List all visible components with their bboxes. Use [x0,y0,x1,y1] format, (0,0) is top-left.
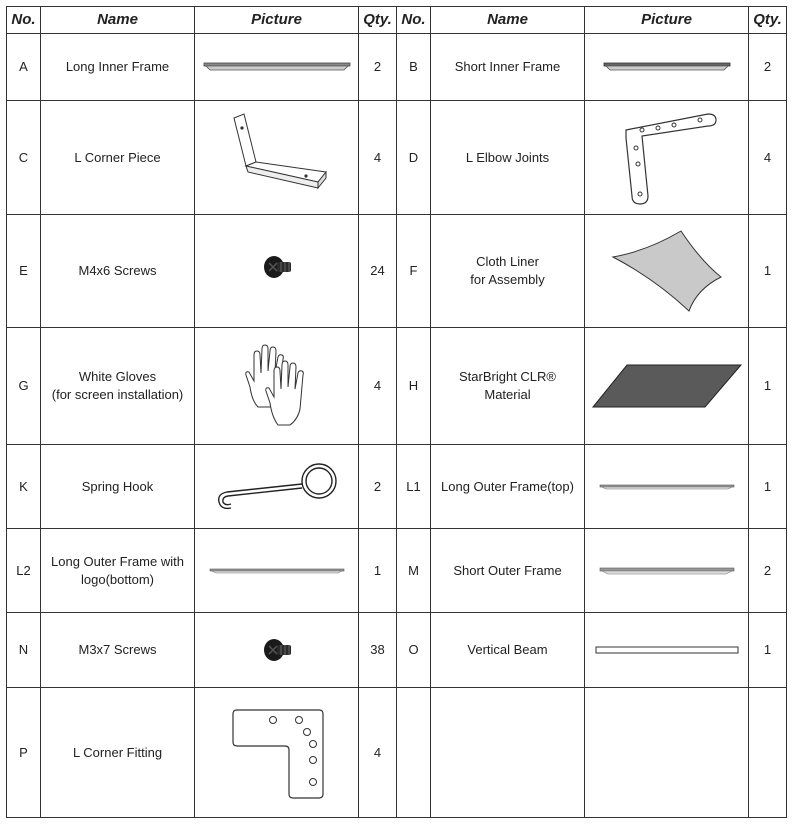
part-name [431,328,585,445]
part-name: Long Outer Frame(top) [431,445,585,529]
part-qty: 2 [359,34,397,101]
part-picture [195,215,359,328]
part-no: B [397,34,431,101]
short-inner-frame-icon [602,61,732,73]
part-picture [585,101,749,215]
part-no: K [7,445,41,529]
part-qty: 2 [359,445,397,529]
part-no: N [7,613,41,688]
part-qty: 2 [749,529,787,613]
part-picture [195,445,359,529]
table-row [7,529,787,613]
part-picture [195,328,359,445]
header-picture: Picture [585,7,749,34]
part-picture [585,34,749,101]
part-name: Vertical Beam [431,613,585,688]
part-name: L Elbow Joints [431,101,585,215]
part-picture [195,613,359,688]
part-qty: 1 [749,613,787,688]
part-no: E [7,215,41,328]
part-name: L Corner Piece [41,101,195,215]
screw-icon [257,630,297,670]
header-name: Name [431,7,585,34]
long-outer-frame-icon [598,483,736,491]
part-qty: 1 [749,328,787,445]
long-inner-frame-icon [202,61,352,73]
part-name-line1: Cloth Liner [476,254,539,269]
part-no: O [397,613,431,688]
table-row [7,688,787,818]
header-name: Name [41,7,195,34]
part-no: G [7,328,41,445]
table-row [7,34,787,101]
long-outer-frame-logo-icon [208,567,346,575]
part-name: M3x7 Screws [41,613,195,688]
part-no: P [7,688,41,818]
header-qty: Qty. [359,7,397,34]
table-row [7,328,787,445]
part-picture [195,529,359,613]
l-elbow-joint-icon [612,108,722,208]
gloves-icon [242,341,312,431]
part-no: M [397,529,431,613]
part-picture [585,529,749,613]
part-name [431,215,585,328]
l-corner-piece-icon [222,110,332,206]
part-name: L Corner Fitting [41,688,195,818]
table-row [7,215,787,328]
part-no: H [397,328,431,445]
part-picture [585,215,749,328]
part-name [41,529,195,613]
cloth-liner-icon [607,229,727,313]
short-outer-frame-icon [598,566,736,576]
part-qty: 38 [359,613,397,688]
part-qty: 4 [359,688,397,818]
part-name-line2: Material [484,387,531,402]
part-picture [195,34,359,101]
header-no: No. [397,7,431,34]
part-picture [195,688,359,818]
part-name: Spring Hook [41,445,195,529]
part-name-line2: (for screen installation) [51,387,184,402]
part-qty: 4 [359,328,397,445]
part-picture [585,688,749,818]
vertical-beam-icon [594,646,740,654]
part-qty: 1 [749,445,787,529]
part-no: D [397,101,431,215]
header-qty: Qty. [749,7,787,34]
part-name-line1: Long Outer Frame with [51,553,184,569]
table-row [7,613,787,688]
table-row [7,445,787,529]
part-picture [195,101,359,215]
header-picture: Picture [195,7,359,34]
parts-table [6,6,787,818]
header-row [7,7,787,34]
part-qty: 1 [749,215,787,328]
part-name: Short Outer Frame [431,529,585,613]
part-qty: 2 [749,34,787,101]
part-qty [749,688,787,818]
part-picture [585,328,749,445]
table-row [7,101,787,215]
part-qty: 4 [359,101,397,215]
part-picture [585,445,749,529]
header-no: No. [7,7,41,34]
spring-hook-icon [213,462,341,512]
part-no: A [7,34,41,101]
part-picture [585,613,749,688]
part-no: C [7,101,41,215]
part-name-line2: logo(bottom) [81,571,154,587]
part-no: L2 [7,529,41,613]
part-name: M4x6 Screws [41,215,195,328]
part-qty: 24 [359,215,397,328]
screw-icon [257,251,297,291]
part-no: L1 [397,445,431,529]
part-name [431,688,585,818]
part-name [41,328,195,445]
screen-material-icon [591,363,743,409]
part-name-line1: White Gloves [78,369,157,384]
part-name-line1: StarBright CLR® [459,369,556,384]
part-no [397,688,431,818]
part-qty: 4 [749,101,787,215]
part-qty: 1 [359,529,397,613]
l-corner-fitting-icon [227,704,327,802]
part-name: Long Inner Frame [41,34,195,101]
part-name: Short Inner Frame [431,34,585,101]
part-name-line2: for Assembly [470,272,545,287]
part-no: F [397,215,431,328]
